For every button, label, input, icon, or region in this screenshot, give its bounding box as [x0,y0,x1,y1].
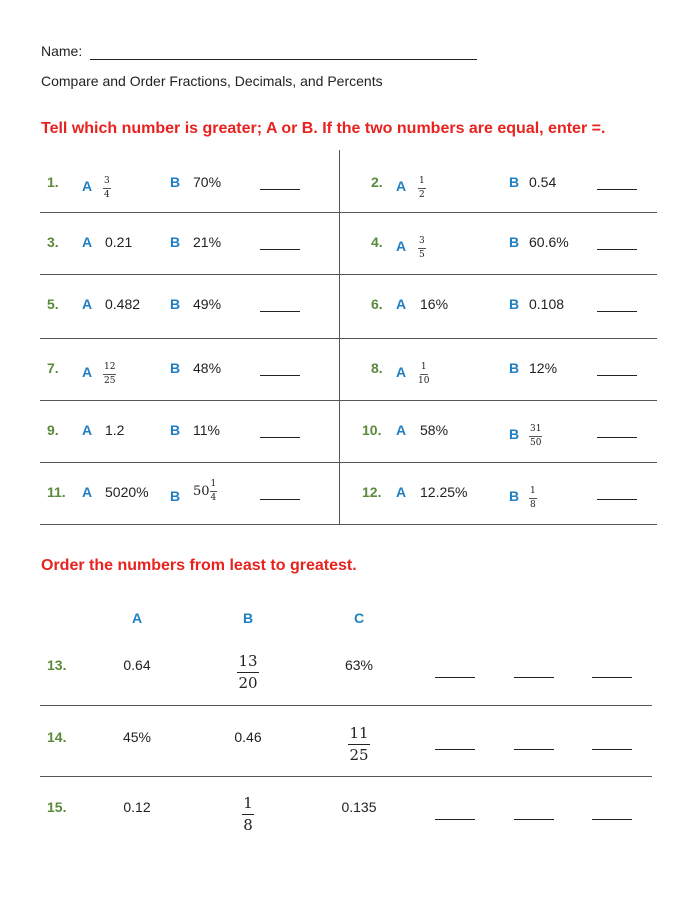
value-a-container [97,729,177,747]
option-b-label: B [509,234,520,250]
order-answer-blank[interactable] [592,819,632,820]
option-b-container [529,418,542,448]
problem-number: 6. [371,296,383,312]
option-a-label: A [396,422,407,438]
option-b-value: 49% [193,296,222,312]
option-a-container [420,296,448,314]
option-a-label: A [396,364,407,380]
problem-number: 15. [47,799,67,815]
problem-number: 5. [47,296,59,312]
option-a-container [105,296,140,314]
option-b-container [529,234,569,252]
row-divider [40,705,652,706]
value-c-container [319,799,399,817]
option-b-value: 48% [193,360,222,376]
option-b-value: 70% [193,174,222,190]
option-a-value [418,230,426,260]
option-a-value: 1.2 [105,422,125,438]
value-c [348,724,369,764]
option-a-value-denominator: 10 [418,376,430,386]
option-a-value-fraction [418,237,426,260]
option-a-label: A [82,484,93,500]
problem-number: 7. [47,360,59,376]
option-a-container [418,230,426,260]
problem-number: 2. [371,174,383,190]
problem-number: 14. [47,729,67,745]
option-b-value-fraction [210,480,218,503]
option-b-value: 0.54 [529,174,557,190]
option-b-value [193,480,217,503]
option-a-value: 16% [420,296,449,312]
option-a-value-denominator: 2 [419,190,425,200]
option-a-value: 58% [420,422,449,438]
order-answer-blank[interactable] [514,749,554,750]
option-a-label: A [82,178,93,194]
option-b-value-numerator: 31 [529,425,542,437]
option-b-label: B [509,488,520,504]
value-b-container [208,729,288,747]
option-b-container [193,234,221,252]
option-a-value [418,170,426,200]
value-b: 0.46 [234,729,262,745]
row-divider [40,776,652,777]
order-answer-blank[interactable] [435,819,475,820]
option-b-container [193,360,221,378]
answer-blank[interactable] [260,249,300,250]
option-a-label: A [82,364,93,380]
option-b-label: B [170,360,181,376]
row-divider [40,524,657,525]
option-b-label: B [170,422,181,438]
option-b-label: B [170,488,181,504]
option-a-value: 12.25% [420,484,468,500]
option-a-container [418,356,429,386]
value-c: 0.135 [341,799,377,815]
option-b-container [193,480,217,503]
value-c: 63% [344,657,374,673]
option-b-label: B [170,234,181,250]
value-b-container [208,795,288,833]
option-b-container [529,296,564,314]
option-b-container [193,174,221,192]
option-b-value-fraction [529,487,537,510]
row-divider [40,462,657,463]
option-b-label: B [509,174,520,190]
value-b-fraction [237,654,258,691]
answer-blank[interactable] [260,189,300,190]
value-a: 45% [122,729,152,745]
option-b-value-whole: 50 [193,484,210,499]
option-a-value-fraction [103,177,111,200]
option-b-value-numerator: 1 [529,487,537,499]
value-b-denominator: 20 [238,674,258,692]
option-b-container [529,480,537,510]
problem-number: 12. [362,484,382,500]
problem-number: 8. [371,360,383,376]
name-label: Name: [41,43,83,59]
option-a-value-fraction [103,363,116,386]
value-b [237,652,258,692]
option-b-value-numerator: 1 [210,480,218,492]
order-answer-blank[interactable] [435,749,475,750]
option-a-value-denominator: 5 [419,250,425,260]
option-b-value-fraction [529,425,542,448]
order-answer-blank[interactable] [514,819,554,820]
option-a-label: A [396,178,407,194]
option-a-container [105,422,124,440]
part1-instruction: Tell which number is greater; A or B. If the two numbers are equal, enter =. [41,120,606,137]
option-b-container [193,422,220,440]
option-a-value-numerator: 1 [418,177,426,189]
problem-number: 13. [47,657,67,673]
option-b-label: B [509,360,520,376]
option-a-value: 0.482 [105,296,141,312]
value-b [242,794,254,834]
option-b-label: B [170,296,181,312]
value-a: 0.64 [123,657,151,673]
answer-blank[interactable] [260,311,300,312]
option-a-label: A [396,484,407,500]
option-a-value-numerator: 3 [418,237,426,249]
value-b-fraction [242,796,254,833]
option-b-value: 0.108 [529,296,565,312]
worksheet-subtitle: Compare and Order Fractions, Decimals, and Percents [41,73,383,89]
value-b-denominator: 8 [243,816,253,834]
option-a-container [103,170,111,200]
option-a-value-fraction [418,363,429,386]
option-a-container [103,356,116,386]
value-a-container [97,799,177,817]
row-divider [40,400,657,401]
option-a-container [420,484,467,502]
option-a-value-numerator: 1 [420,363,428,375]
answer-blank[interactable] [597,437,637,438]
answer-blank[interactable] [597,375,637,376]
row-divider [40,212,657,213]
option-a-container [418,170,426,200]
option-b-label: B [509,296,520,312]
value-c-container [319,657,399,675]
option-a-value-fraction [418,177,426,200]
option-a-value [418,356,430,386]
value-b-numerator: 1 [242,796,254,815]
problem-number: 9. [47,422,59,438]
value-b-numerator: 13 [237,654,258,673]
value-c-numerator: 11 [348,726,369,745]
row-divider [40,338,657,339]
name-input[interactable] [90,59,477,60]
option-b-value [529,418,542,448]
part2-instruction: Order the numbers from least to greatest. [41,557,357,574]
problem-number: 11. [47,484,66,500]
option-a-value-numerator: 3 [103,177,111,189]
option-a-label: A [396,296,407,312]
order-answer-blank[interactable] [592,677,632,678]
problem-number: 1. [47,174,59,190]
option-b-container [529,360,557,378]
option-a-label: A [82,234,93,250]
option-b-value: 21% [193,234,222,250]
option-a-value-numerator: 12 [103,363,116,375]
option-a-label: A [82,422,93,438]
column-header-a: A [132,610,143,626]
option-b-value-denominator: 50 [530,438,542,448]
value-c-container [319,725,399,763]
row-divider [40,274,657,275]
order-answer-blank[interactable] [514,677,554,678]
option-b-value-denominator: 4 [210,493,217,503]
answer-blank[interactable] [597,311,637,312]
option-b-value: 60.6% [529,234,569,250]
option-b-label: B [509,426,520,442]
value-c-denominator: 25 [349,746,369,764]
option-a-container [105,484,149,502]
value-b-container [208,653,288,691]
option-a-label: A [82,296,93,312]
column-header-c: C [354,610,365,626]
order-answer-blank[interactable] [592,749,632,750]
problem-number: 3. [47,234,59,250]
option-b-container [193,296,221,314]
option-b-value [529,480,537,510]
option-a-value [103,170,111,200]
option-b-value: 12% [529,360,558,376]
answer-blank[interactable] [597,499,637,500]
problem-number: 10. [362,422,382,438]
value-a-container [97,657,177,675]
answer-blank[interactable] [260,375,300,376]
option-a-container [420,422,448,440]
value-c-fraction [348,726,369,763]
option-a-value: 5020% [105,484,149,500]
column-header-b: B [243,610,254,626]
answer-blank[interactable] [597,249,637,250]
option-a-value [103,356,116,386]
option-a-value-denominator: 25 [104,376,116,386]
answer-blank[interactable] [597,189,637,190]
column-divider [339,150,340,524]
option-a-container [105,234,132,252]
answer-blank[interactable] [260,499,300,500]
option-a-value: 0.21 [105,234,133,250]
option-b-label: B [170,174,181,190]
option-b-value-denominator: 8 [530,500,536,510]
order-answer-blank[interactable] [435,677,475,678]
option-b-container [529,174,556,192]
problem-number: 4. [371,234,383,250]
option-a-label: A [396,238,407,254]
option-b-value: 11% [193,422,220,438]
answer-blank[interactable] [260,437,300,438]
value-a: 0.12 [123,799,151,815]
option-a-value-denominator: 4 [104,190,110,200]
